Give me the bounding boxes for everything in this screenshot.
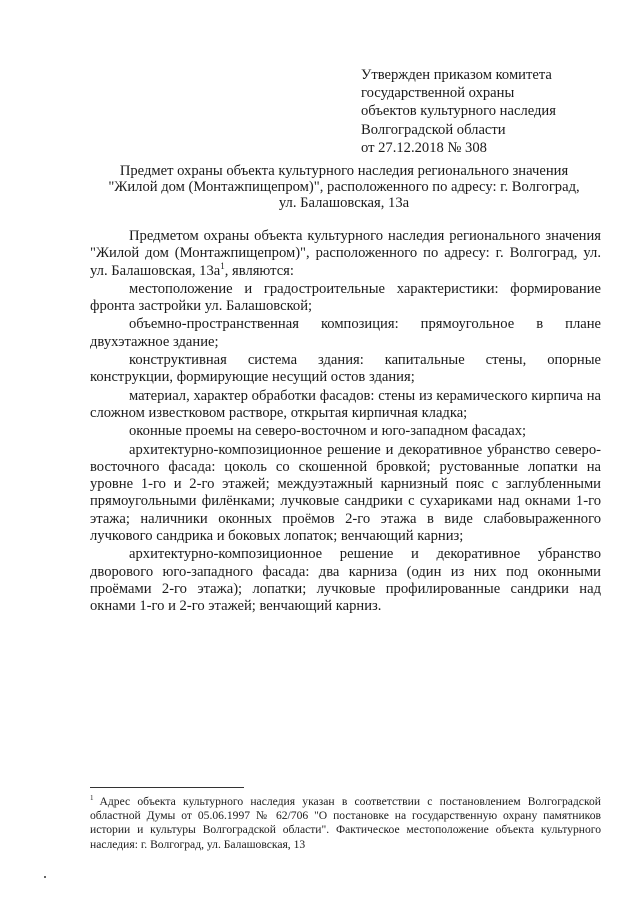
footnote-paragraph	[90, 795, 601, 852]
protection-item: материал, характер обработки фасадов: стены из керамического кирпича на сложном известковом растворе, открытая кирпичная кладка;	[90, 387, 601, 421]
protection-item: архитектурно-композиционное решение и декоративное убранство дворового юго-западного фасада: два карниза (один из них под оконными проёмами 2-го этажа); лопатки; лучковые профилированные сандрики над окнами 1-го и 2-го этажей; венчающий карниз.	[90, 546, 601, 615]
approval-line: объектов культурного наследия	[361, 103, 556, 120]
protection-item: архитектурно-композиционное решение и декоративное убранство северо-восточного фасада: цоколь со скошенной бровкой; рустованные лопатки на уровне 1-го и 2-го этажей; междуэтажный карнизный пояс с заглубленными прямоугольными филёнками; лучковые сандрики с сухариками над окнами 1-го этажа; наличники оконных проёмов 2-го этажа в виде слабовыраженного лучкового сандрика и боковых лопаток; венчающий карниз;	[90, 441, 601, 545]
approval-stamp	[361, 66, 621, 157]
intro-text: Предметом охраны объекта культурного наследия регионального значения "Жилой дом (Монтажпищепром)", расположенного по адресу: г. Волгоград, ул. ул. Балашовская, 13а	[90, 228, 601, 279]
protection-item: конструктивная система здания: капитальные стены, опорные конструкции, формирующие несущий остов здания;	[90, 352, 601, 386]
title-line: ул. Балашовская, 13а	[278, 195, 410, 211]
footnote	[90, 795, 601, 852]
footnote-divider	[90, 787, 244, 788]
approval-date-line: от 27.12.2018 № 308	[361, 139, 487, 156]
footnote-reference[interactable]: 1	[220, 260, 225, 271]
protection-item: оконные проемы на северо-восточном и юго-западном фасадах;	[129, 423, 527, 440]
intro-paragraph	[90, 228, 601, 280]
intro-tail: , являются:	[224, 262, 294, 279]
document-body	[90, 228, 601, 616]
protection-item: объемно-пространственная композиция: прямоугольное в плане двухэтажное здание;	[90, 316, 601, 350]
approval-line: Утвержден приказом комитета	[361, 67, 552, 83]
approval-line: государственной охраны	[361, 85, 515, 102]
footnote-text: Адрес объекта культурного наследия указан в соответствии с постановлением Волгоградской областной Думы от 05.06.1997 № 62/706 "О постановке на государственную охрану памятников истории и культуры Волгоградской области". Фактическое местоположение объекта культурного наследия: г. Волгоград, ул. Балашовская, 13	[90, 795, 601, 851]
title-line: "Жилой дом (Монтажпищепром)", расположенного по адресу: г. Волгоград,	[108, 179, 580, 195]
protection-item: местоположение и градостроительные характеристики: формирование фронта застройки ул. Балашовской;	[90, 280, 601, 315]
approval-line: Волгоградской области	[361, 121, 506, 138]
scan-speck	[44, 876, 46, 878]
document-title	[80, 163, 608, 211]
footnote-mark: 1	[90, 794, 94, 803]
title-line: Предмет охраны объекта культурного наследия регионального значения	[119, 163, 569, 179]
